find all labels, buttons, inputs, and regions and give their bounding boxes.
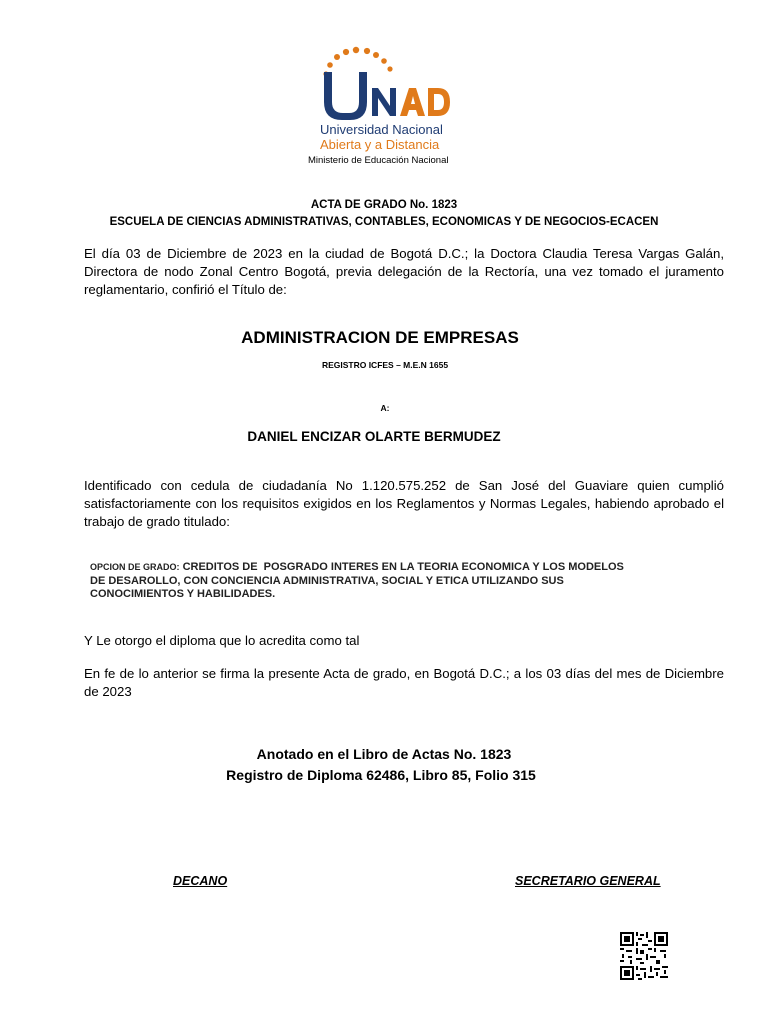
unad-logo [308,44,472,170]
degree-title: ADMINISTRACION DE EMPRESAS [241,328,519,347]
grade-option-line2: DE DESAROLLO, CON CONCIENCIA ADMINISTRATIVA, SOCIAL Y ETICA UTILIZANDO SUS [90,574,564,587]
ministry-label: Ministerio de Educación Nacional [308,155,449,166]
intro-paragraph: El día 03 de Diciembre de 2023 en la ciudad de Bogotá D.C.; la Doctora Claudia Teresa Vargas Galán, Directora de nodo Zonal Centro Bogotá, previa delegación de la Rectoría, una vez tomado el juramento reglamentario, confirió el Título de: [84,246,724,297]
logo-line1: Universidad Nacional [320,122,443,137]
registro-icfes: REGISTRO ICFES – M.E.N 1655 [321,360,449,370]
grade-option-line3: CONOCIMIENTOS Y HABILIDADES. [90,588,276,600]
signature-secretary: SECRETARIO GENERAL [515,874,661,888]
identification-paragraph: Identificado con cedula de ciudadanía No 1.120.575.252 de San José del Guaviare quien cumplió satisfactoriamente con los requisitos exigidos en los Reglamentos y Normas Legales, habiendo aprobado el trabajo de grado titulado: [84,478,724,529]
logo-dots [323,47,392,77]
grade-option-label: OPCION DE GRADO: [90,562,180,572]
school-name: ESCUELA DE CIENCIAS ADMINISTRATIVAS, CONTABLES, ECONOMICAS Y DE NEGOCIOS-ECACEN [109,216,659,228]
graduate-name: DANIEL ENCIZAR OLARTE BERMUDEZ [247,429,501,444]
record-line2: Registro de Diploma 62486, Libro 85, Folio 315 [226,767,536,783]
signature-dean: DECANO [173,874,228,888]
qr-code-icon [620,932,668,980]
grade-option-block [90,561,710,602]
grade-option-line1: CREDITOS DE POSGRADO INTERES EN LA TEORIA ECONOMICA Y LOS MODELOS [182,561,624,573]
record-line1: Anotado en el Libro de Actas No. 1823 [256,746,512,762]
award-line: Y Le otorgo el diploma que lo acredita como tal [84,633,360,648]
acta-number: ACTA DE GRADO No. 1823 [310,199,458,211]
logo-line2: Abierta y a Distancia [320,137,440,152]
closing-paragraph: En fe de lo anterior se firma la presente Acta de grado, en Bogotá D.C.; a los 03 días del mes de Diciembre de 2023 [84,666,724,699]
to-label: A: [380,403,390,413]
